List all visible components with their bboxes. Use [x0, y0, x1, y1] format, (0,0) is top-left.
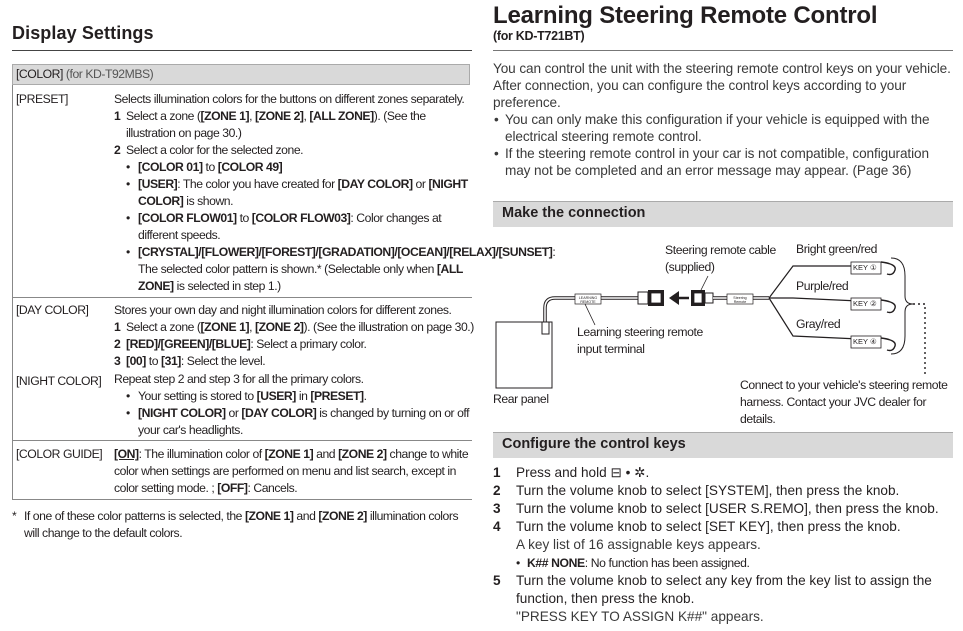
text: or	[225, 406, 242, 420]
cable-leader	[701, 276, 708, 290]
text: : The illumination color of	[138, 447, 265, 461]
key-2-plug	[881, 300, 895, 313]
day-color: [DAY COLOR]	[241, 406, 317, 420]
text: and	[313, 447, 339, 461]
key-1-label: KEY ①	[853, 263, 877, 272]
text: illumination colors will change to the default colors.	[24, 509, 459, 540]
footnote	[12, 508, 472, 542]
preset-step-2	[114, 142, 474, 159]
text: : No function has been assigned.	[584, 556, 750, 570]
step-text: Turn the volume knob to select [USER S.REMO], then press the knob.	[516, 501, 939, 516]
zone-2: [ZONE 2]	[254, 320, 304, 334]
color-49: [COLOR 49]	[217, 160, 283, 174]
footnote-star: *	[12, 509, 17, 523]
preset-bullet-colorflow	[114, 210, 474, 244]
text: : The color you have created for	[177, 177, 338, 191]
zone-1: [ZONE 1]	[200, 320, 250, 334]
key-3-label: KEY ④	[853, 337, 877, 346]
wire-label-bright-green: Bright green/red	[796, 242, 877, 256]
sep: ,	[249, 320, 255, 334]
to: to	[202, 160, 218, 174]
day-color-label: [DAY COLOR]	[16, 303, 89, 317]
connector-right-face	[694, 293, 702, 303]
zone-2: [ZONE 2]	[338, 447, 387, 461]
text: is shown.	[183, 194, 234, 208]
step-text: Select a zone (	[126, 109, 201, 123]
preset-step-1	[114, 108, 474, 142]
text: ). (See the illustration on page 30.)	[303, 320, 474, 334]
step-number: 1	[493, 465, 501, 480]
zone-1: [ZONE 1]	[264, 447, 314, 461]
night-bullet-2	[114, 405, 474, 439]
plug-right-text: Steering Remote	[733, 296, 747, 304]
preset-description	[114, 91, 556, 295]
step-number: 2	[114, 143, 121, 157]
night-color: [NIGHT COLOR]	[138, 177, 468, 208]
day-color-desc: Stores your own day and night illumination colors for different zones.	[114, 303, 452, 317]
key-1-plug	[881, 262, 895, 275]
text: change to white color when settings are performed on menu and list search, except in color setting mode. ;	[114, 447, 469, 495]
wire-label-purple: Purple/red	[796, 279, 849, 293]
intro-bullet-1: • You can only make this configuration if your vehicle is equipped with the electrical steering remote control.	[493, 111, 955, 145]
off-option: [OFF]	[217, 481, 248, 495]
step-1	[493, 464, 955, 482]
day-color-description	[114, 302, 474, 370]
step-2	[493, 482, 955, 500]
connect-note	[740, 377, 963, 428]
day-step-1	[114, 319, 474, 336]
connect-note-line-1: Connect to your vehicle's steering remote	[740, 378, 948, 392]
level-max: [31]	[161, 354, 181, 368]
all-zone: [ALL ZONE]	[309, 109, 374, 123]
level-min: [00]	[126, 354, 146, 368]
step-text: Turn the volume knob to select [SET KEY], then press the knob.	[516, 519, 901, 534]
color-flow-01: [COLOR FLOW01]	[138, 211, 237, 225]
day-color: [DAY COLOR]	[337, 177, 413, 191]
connector-left-face	[651, 293, 661, 303]
text: and	[293, 509, 319, 523]
preset: [PRESET]	[310, 389, 364, 403]
text: is changed by turning on or off your car's headlights.	[138, 406, 470, 437]
on-option: [ON]	[114, 447, 139, 461]
terminal-label-line-1: Learning steering remote	[577, 325, 703, 339]
cable-label	[665, 242, 776, 276]
connect-arrowhead	[669, 291, 679, 305]
night-bullet-1	[114, 388, 474, 405]
model-subtitle: (for KD-T721BT)	[493, 29, 585, 43]
step-text: Turn the volume knob to select [SYSTEM], then press the knob.	[516, 483, 900, 498]
knone: K## NONE	[527, 556, 585, 570]
night-color-description	[114, 371, 474, 439]
step-4-note	[493, 536, 955, 554]
zone-2: [ZONE 2]	[318, 509, 367, 523]
terminal-label-line-2: input terminal	[577, 342, 645, 356]
color-01: [COLOR 01]	[138, 160, 203, 174]
step-number: 2	[493, 483, 501, 498]
color-guide-description	[114, 446, 474, 497]
step-4-bullet: • K## NONE: No function has been assigned.	[516, 556, 750, 570]
preset-bullet-patterns	[114, 244, 556, 295]
zone-2: [ZONE 2]	[254, 109, 304, 123]
step-number: 1	[114, 109, 121, 123]
terminal-leader	[585, 304, 595, 325]
night-color-desc: Repeat step 2 and step 3 for all the primary colors.	[114, 372, 364, 386]
day-step-3	[114, 353, 474, 370]
text: : Color changes at different speeds.	[138, 211, 442, 242]
preset-bullet-user	[114, 176, 474, 210]
intro-bullet-2: • If the steering remote control in your car is not compatible, configuration may not be completed and an error message may appear. (Page 36)	[493, 145, 955, 179]
color-header	[16, 66, 153, 83]
text: .	[363, 389, 367, 403]
text: : Cancels.	[247, 481, 298, 495]
step-text: Select a color for the selected zone.	[126, 143, 304, 157]
row-divider	[12, 297, 472, 298]
page-title-display-settings: Display Settings	[12, 23, 154, 43]
connect-note-line-2: harness. Contact your JVC dealer for details.	[740, 395, 927, 426]
title-divider	[493, 50, 953, 51]
step-4	[493, 518, 955, 536]
text: in	[295, 389, 311, 403]
night-color: [NIGHT COLOR]	[138, 406, 226, 420]
step-number: 3	[114, 354, 121, 368]
rgb: [RED]/[GREEN]/[BLUE]	[126, 337, 251, 351]
color-guide-label: [COLOR GUIDE]	[16, 447, 103, 461]
text: If one of these color patterns is selected, the	[24, 509, 245, 523]
night-color-label: [NIGHT COLOR]	[16, 374, 102, 388]
plug-left-text: LEARNING REMOTE	[578, 296, 598, 304]
user: [USER]	[138, 177, 178, 191]
zone-1: [ZONE 1]	[244, 509, 294, 523]
title-divider	[12, 50, 472, 51]
step-text: Press and hold ⊟ • ✲.	[516, 465, 650, 480]
day-step-2	[114, 336, 474, 353]
text: Your setting is stored to	[138, 389, 257, 403]
terminal-label	[577, 324, 703, 358]
user: [USER]	[256, 389, 296, 403]
step-text: ). (See the illustration on page 30.)	[126, 109, 426, 140]
key-2-label: KEY ②	[853, 299, 877, 308]
preset-label: [PRESET]	[16, 92, 68, 106]
color-key: [COLOR]	[16, 67, 63, 81]
sep: ,	[303, 109, 310, 123]
text: is selected in step 1.)	[173, 279, 281, 293]
cable-label-line-1: Steering remote cable	[665, 243, 776, 257]
page-title-learning-steering: Learning Steering Remote Control	[493, 2, 878, 29]
cable-label-line-2: (supplied)	[665, 260, 715, 274]
zone-1: [ZONE 1]	[200, 109, 250, 123]
step-number: 2	[114, 337, 121, 351]
wire-label-gray: Gray/red	[796, 317, 841, 331]
step-text: Turn the volume knob to select any key from the key list to assign the function, then press the knob.	[516, 573, 932, 606]
all-zone: [ALL ZONE]	[138, 262, 463, 293]
rear-panel-label: Rear panel	[493, 392, 549, 406]
patterns: [CRYSTAL]/[FLOWER]/[FOREST]/[GRADATION]/[OCEAN]/[RELAX]/[SUNSET]	[138, 245, 553, 259]
sep: ,	[249, 109, 255, 123]
note-text: A key list of 16 assignable keys appears.	[516, 537, 761, 552]
to: to	[236, 211, 252, 225]
preset-desc: Selects illumination colors for the buttons on different zones separately.	[114, 92, 465, 106]
step-3	[493, 500, 955, 518]
configure-steps	[493, 464, 955, 626]
text: : The selected color pattern is shown.* (Selectable only when	[138, 245, 556, 276]
intro-text: You can control the unit with the steering remote control keys on your vehicle. After connection, you can configure the control keys according to your preference.	[493, 61, 951, 110]
text: Select a zone (	[126, 320, 201, 334]
section-title-connection: Make the connection	[502, 205, 646, 221]
step-number: 3	[493, 501, 501, 516]
color-flow-03: [COLOR FLOW03]	[251, 211, 351, 225]
note-text: "PRESS KEY TO ASSIGN K##" appears.	[516, 609, 764, 624]
table-bottom-border	[12, 499, 472, 500]
text: : Select a primary color.	[250, 337, 367, 351]
step-5-note	[493, 608, 955, 626]
to: to	[145, 354, 162, 368]
panel-jack	[542, 322, 549, 334]
table-left-border	[12, 85, 13, 500]
step-number: 5	[493, 573, 501, 588]
section-title-configure: Configure the control keys	[502, 436, 686, 452]
row-divider	[12, 440, 472, 441]
preset-bullet-color	[114, 159, 474, 176]
connector-right-tail	[705, 293, 713, 303]
step-5	[493, 572, 955, 608]
intro-block	[493, 60, 955, 179]
step-number: 1	[114, 320, 121, 334]
color-model-note: (for KD-T92MBS)	[65, 67, 154, 81]
harness-dotted-line	[913, 304, 925, 374]
step-number: 4	[493, 519, 501, 534]
key-3-plug	[881, 338, 895, 351]
text: : Select the level.	[180, 354, 266, 368]
connector-left	[638, 292, 648, 304]
text: or	[412, 177, 429, 191]
